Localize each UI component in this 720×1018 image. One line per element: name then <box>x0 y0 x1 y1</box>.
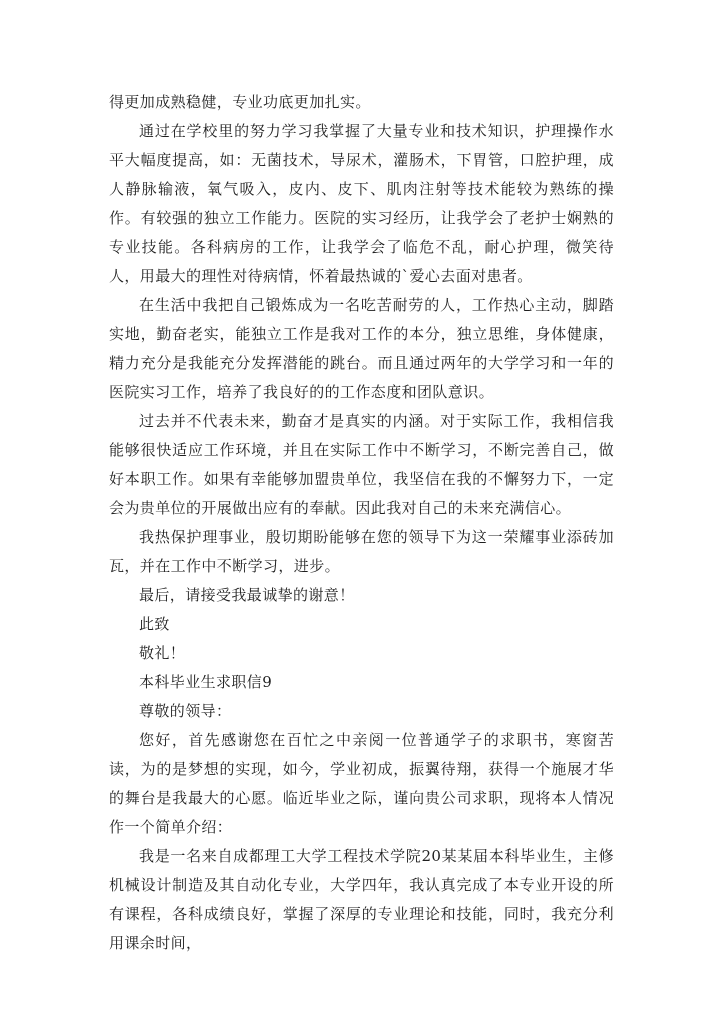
closing-salutation: 此致 <box>139 615 170 633</box>
paragraph-continuation: 得更加成熟稳健，专业功底更加扎实。 <box>109 93 371 111</box>
letter-greeting: 尊敬的领导： <box>139 702 232 720</box>
paragraph-life: 在生活中我把自己锻炼成为一名吃苦耐劳的人，工作热心主动，脚踏实地，勤奋老实，能独立工作是我对工作的本分，独立思维，身体健康，精力充分是我能充分发挥潜能的跳台。而且通过两年的大学学习和一年的医院实习工作，培养了我良好的的工作态度和团队意识。 <box>109 296 614 401</box>
paragraph-intro: 您好，首先感谢您在百忙之中亲阅一位普通学子的求职书，寒窗苦读，为的是梦想的实现，如今，学业初成，振翼待翔，获得一个施展才华的舞台是我最大的心愿。临近毕业之际，谨向贵公司求职，现将本人情况作一个简单介绍： <box>109 731 614 836</box>
section-title: 本科毕业生求职信9 <box>139 673 273 691</box>
document-body <box>109 88 614 958</box>
paragraph-thanks: 最后，请接受我最诚挚的谢意！ <box>139 586 355 604</box>
paragraph-future: 过去并不代表未来，勤奋才是真实的内涵。对于实际工作，我相信我能够很快适应工作环境，并且在实际工作中不断学习，不断完善自己，做好本职工作。如果有幸能够加盟贵单位，我坚信在我的不懈努力下，一定会为贵单位的开展做出应有的奉献。因此我对自己的未来充满信心。 <box>109 412 614 517</box>
paragraph-skills: 通过在学校里的努力学习我掌握了大量专业和技术知识，护理操作水平大幅度提高，如：无菌技术，导尿术，灌肠术，下胃管，口腔护理，成人静脉输液，氧气吸入，皮内、皮下、肌肉注射等技术能较为熟练的操作。有较强的独立工作能力。医院的实习经历，让我学会了老护士娴熟的专业技能。各科病房的工作，让我学会了临危不乱，耐心护理，微笑待人，用最大的理性对待病情，怀着最热诚的`爱心去面对患者。 <box>109 122 614 285</box>
paragraph-career: 我热保护理事业，殷切期盼能够在您的领导下为这一荣耀事业添砖加瓦，并在工作中不断学习，进步。 <box>109 528 614 575</box>
paragraph-background: 我是一名来自成都理工大学工程技术学院20某某届本科毕业生，主修机械设计制造及其自动化专业，大学四年，我认真完成了本专业开设的所有课程，各科成绩良好，掌握了深厚的专业理论和技能，同时，我充分利用课余时间， <box>109 847 614 952</box>
closing-regards: 敬礼！ <box>139 644 186 662</box>
